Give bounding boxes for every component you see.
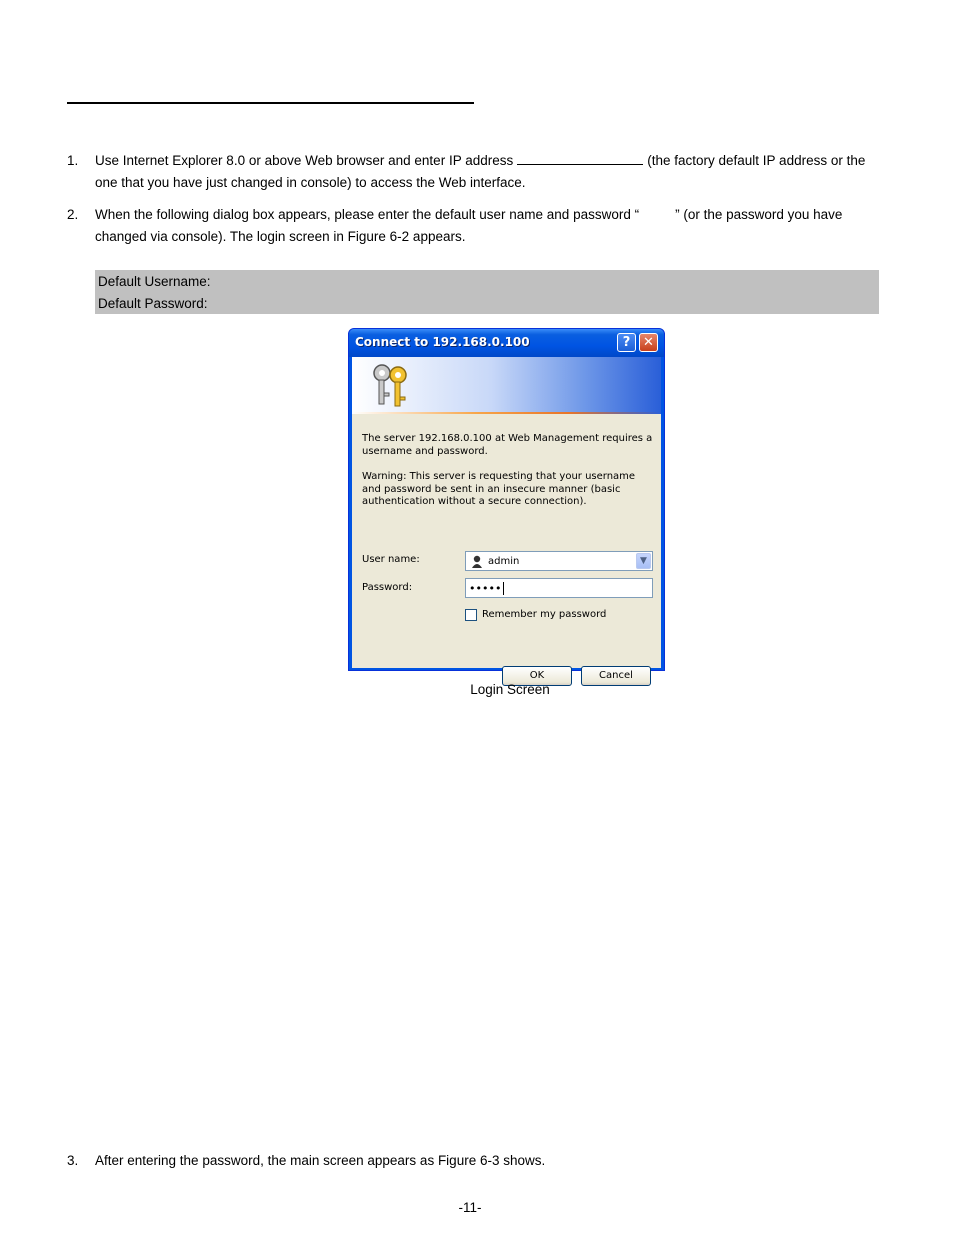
dialog-title: Connect to 192.168.0.100 [355, 335, 530, 349]
close-button[interactable]: ✕ [639, 333, 658, 352]
keys-icon [368, 361, 414, 411]
dialog-titlebar [349, 329, 664, 357]
dialog-banner [352, 357, 661, 412]
username-label: User name: [362, 554, 420, 565]
section-title-underline [67, 102, 474, 104]
ok-button[interactable]: OK [502, 666, 572, 686]
step-2 [67, 204, 879, 248]
banner-divider [352, 412, 661, 414]
password-label: Password: [362, 582, 413, 593]
step-3 [67, 1150, 879, 1172]
password-value: ••••• [469, 582, 502, 595]
default-password-label: Default Password: [98, 296, 208, 311]
step-number: 2. [67, 207, 79, 222]
text-cursor [503, 582, 504, 595]
step-text: After entering the password, the main screen appears as Figure 6-3 shows. [95, 1153, 546, 1168]
cancel-button[interactable]: Cancel [581, 666, 651, 686]
step-number: 3. [67, 1153, 79, 1168]
default-username-label: Default Username: [98, 274, 211, 289]
step-1 [67, 150, 879, 194]
username-value: admin [488, 556, 520, 567]
remember-password-label[interactable]: Remember my password [482, 609, 607, 620]
figure-caption: Login Screen [470, 682, 550, 697]
dialog-warning: Warning: This server is requesting that your username and password be sent in an insecure manner (basic authentication without a secure connection). [362, 471, 636, 508]
help-button[interactable]: ? [617, 333, 636, 352]
password-input[interactable] [465, 578, 653, 598]
step-text-cont: ” (or the password you have changed via console). The login screen in Figure 6-2 appears. [95, 207, 843, 244]
dialog-body [352, 357, 661, 681]
step-number: 1. [67, 153, 79, 168]
default-credentials-box [95, 270, 879, 314]
login-dialog [348, 328, 665, 681]
chevron-down-icon: ▼ [640, 556, 647, 566]
username-dropdown-button[interactable] [636, 553, 651, 569]
ip-address-blank [517, 152, 643, 165]
step-text: Use Internet Explorer 8.0 or above Web browser and enter IP address [95, 153, 514, 168]
step-text-cont: (the factory default IP address or the one that you have just changed in console) to access the Web interface. [95, 153, 866, 190]
remember-password-checkbox[interactable] [465, 609, 477, 621]
username-combobox[interactable] [465, 551, 653, 571]
page-number: -11- [458, 1200, 482, 1215]
step-text: When the following dialog box appears, please enter the default user name and password “ [95, 207, 640, 222]
user-icon [471, 555, 483, 568]
dialog-message: The server 192.168.0.100 at Web Management requires a username and password. [362, 433, 653, 457]
